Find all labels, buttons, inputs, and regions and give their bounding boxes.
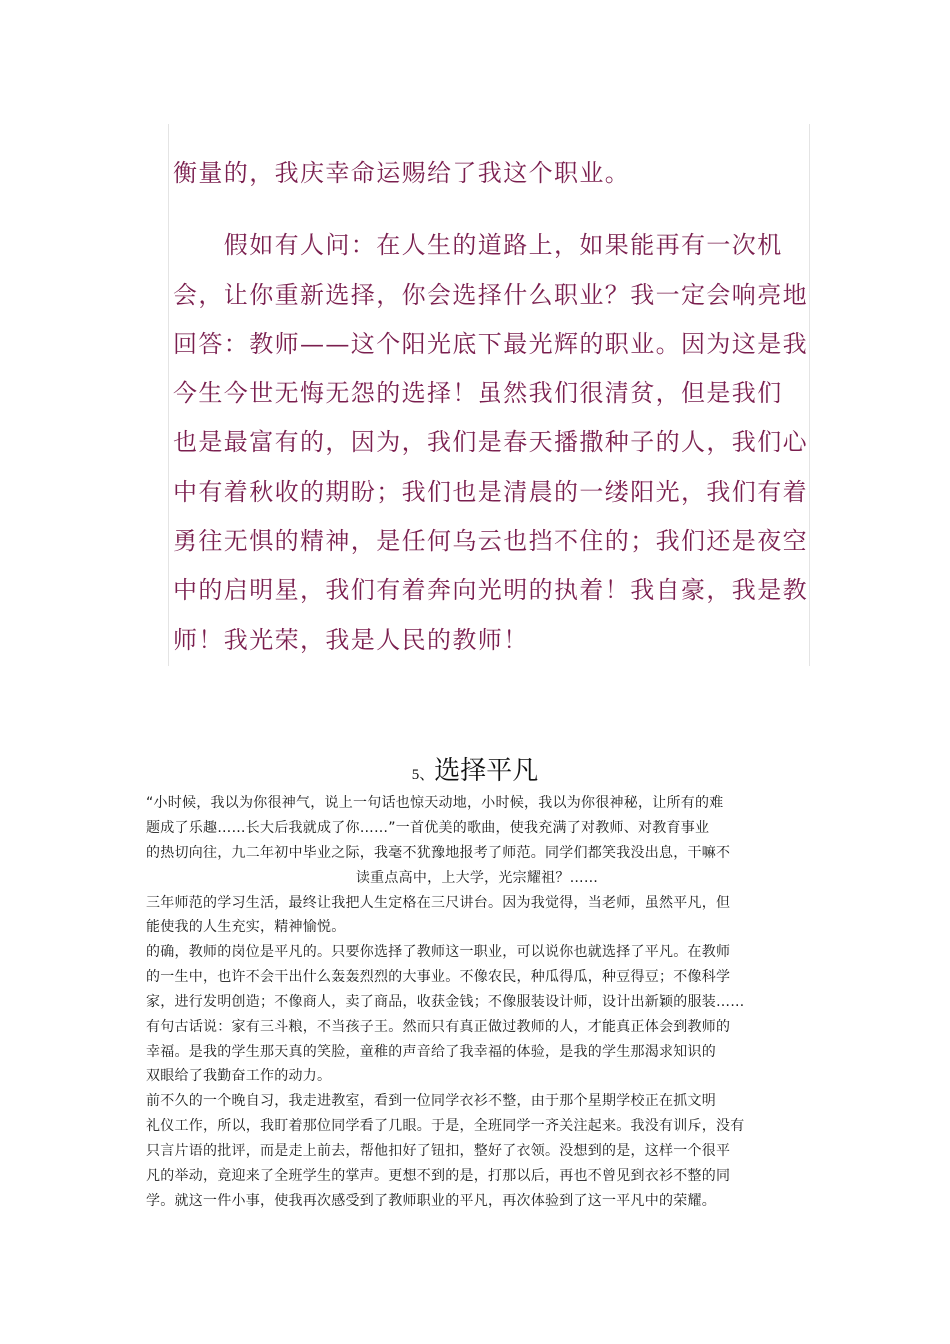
section-title: 选择平凡 bbox=[434, 756, 539, 786]
top-passage-line: 回答：教师——这个阳光底下最光辉的职业。因为这是我 bbox=[173, 330, 808, 358]
body-line: 的一生中，也许不会干出什么轰轰烈烈的大事业。不像农民，种瓜得瓜，种豆得豆；不像科学 bbox=[146, 969, 731, 985]
body-line: 能使我的人生充实，精神愉悦。 bbox=[146, 919, 346, 935]
body-line: 的确，教师的岗位是平凡的。只要你选择了教师这一职业，可以说你也就选择了平凡。在教师 bbox=[146, 944, 731, 960]
top-passage-line: 会，让你重新选择，你会选择什么职业？我一定会响亮地 bbox=[173, 281, 808, 309]
body-line: 题成了乐趣……长大后我就成了你……”一首优美的歌曲，使我充满了对教师、对教育事业 bbox=[146, 820, 710, 836]
top-passage-line: 也是最富有的，因为，我们是春天播撒种子的人，我们心 bbox=[173, 428, 808, 456]
body-line: 双眼给了我勤奋工作的动力。 bbox=[146, 1068, 332, 1084]
top-passage-line: 勇往无惧的精神，是任何乌云也挡不住的；我们还是夜空 bbox=[173, 527, 808, 555]
body-line: 幸福。是我的学生那天真的笑脸，童稚的声音给了我幸福的体验，是我的学生那渴求知识的 bbox=[146, 1044, 716, 1060]
top-passage-line: 中的启明星，我们有着奔向光明的执着！我自豪，我是教 bbox=[173, 576, 808, 604]
body-line: 学。就这一件小事，使我再次感受到了教师职业的平凡，再次体验到了这一平凡中的荣耀。 bbox=[146, 1193, 716, 1209]
top-passage-line: 假如有人问：在人生的道路上，如果能再有一次机 bbox=[173, 231, 783, 259]
top-passage-line: 中有着秋收的期盼；我们也是清晨的一缕阳光，我们有着 bbox=[173, 478, 808, 506]
top-passage-line: 今生今世无悔无怨的选择！虽然我们很清贫，但是我们 bbox=[173, 379, 783, 407]
section-number: 5、 bbox=[411, 767, 435, 783]
body-line: 礼仪工作，所以，我盯着那位同学看了几眼。于是，全班同学一齐关注起来。我没有训斥，没有 bbox=[146, 1118, 745, 1134]
body-line: 的热切向往，九二年初中毕业之际，我毫不犹豫地报考了师范。同学们都笑我没出息，干嘛不 bbox=[146, 845, 731, 861]
body-line: 家，进行发明创造；不像商人，卖了商品，收获金钱；不像服装设计师，设计出新颖的服装…… bbox=[146, 994, 745, 1010]
body-line: 读重点高中，上大学，光宗耀祖？…… bbox=[355, 870, 599, 886]
top-passage-line: 衡量的，我庆幸命运赐给了我这个职业。 bbox=[173, 159, 631, 187]
top-passage bbox=[168, 124, 810, 666]
body-line: 凡的举动，竟迎来了全班学生的掌声。更想不到的是，打那以后，再也不曾见到衣衫不整的同 bbox=[146, 1168, 731, 1184]
body-line: “小时候，我以为你很神气，说上一句话也惊天动地，小时候，我以为你很神秘，让所有的难 bbox=[146, 795, 724, 811]
body-line: 只言片语的批评，而是走上前去，帮他扣好了钮扣，整好了衣领。没想到的是，这样一个很平 bbox=[146, 1143, 731, 1159]
body-line: 前不久的一个晚自习，我走进教室，看到一位同学衣衫不整，由于那个星期学校正在抓文明 bbox=[146, 1093, 716, 1109]
section-heading bbox=[0, 750, 950, 787]
body-line: 三年师范的学习生活，最终让我把人生定格在三尺讲台。因为我觉得，当老师，虽然平凡，但 bbox=[146, 895, 731, 911]
top-passage-line: 师！我光荣，我是人民的教师！ bbox=[173, 626, 529, 654]
body-line: 有句古话说：家有三斗粮，不当孩子王。然而只有真正做过教师的人，才能真正体会到教师的 bbox=[146, 1019, 731, 1035]
